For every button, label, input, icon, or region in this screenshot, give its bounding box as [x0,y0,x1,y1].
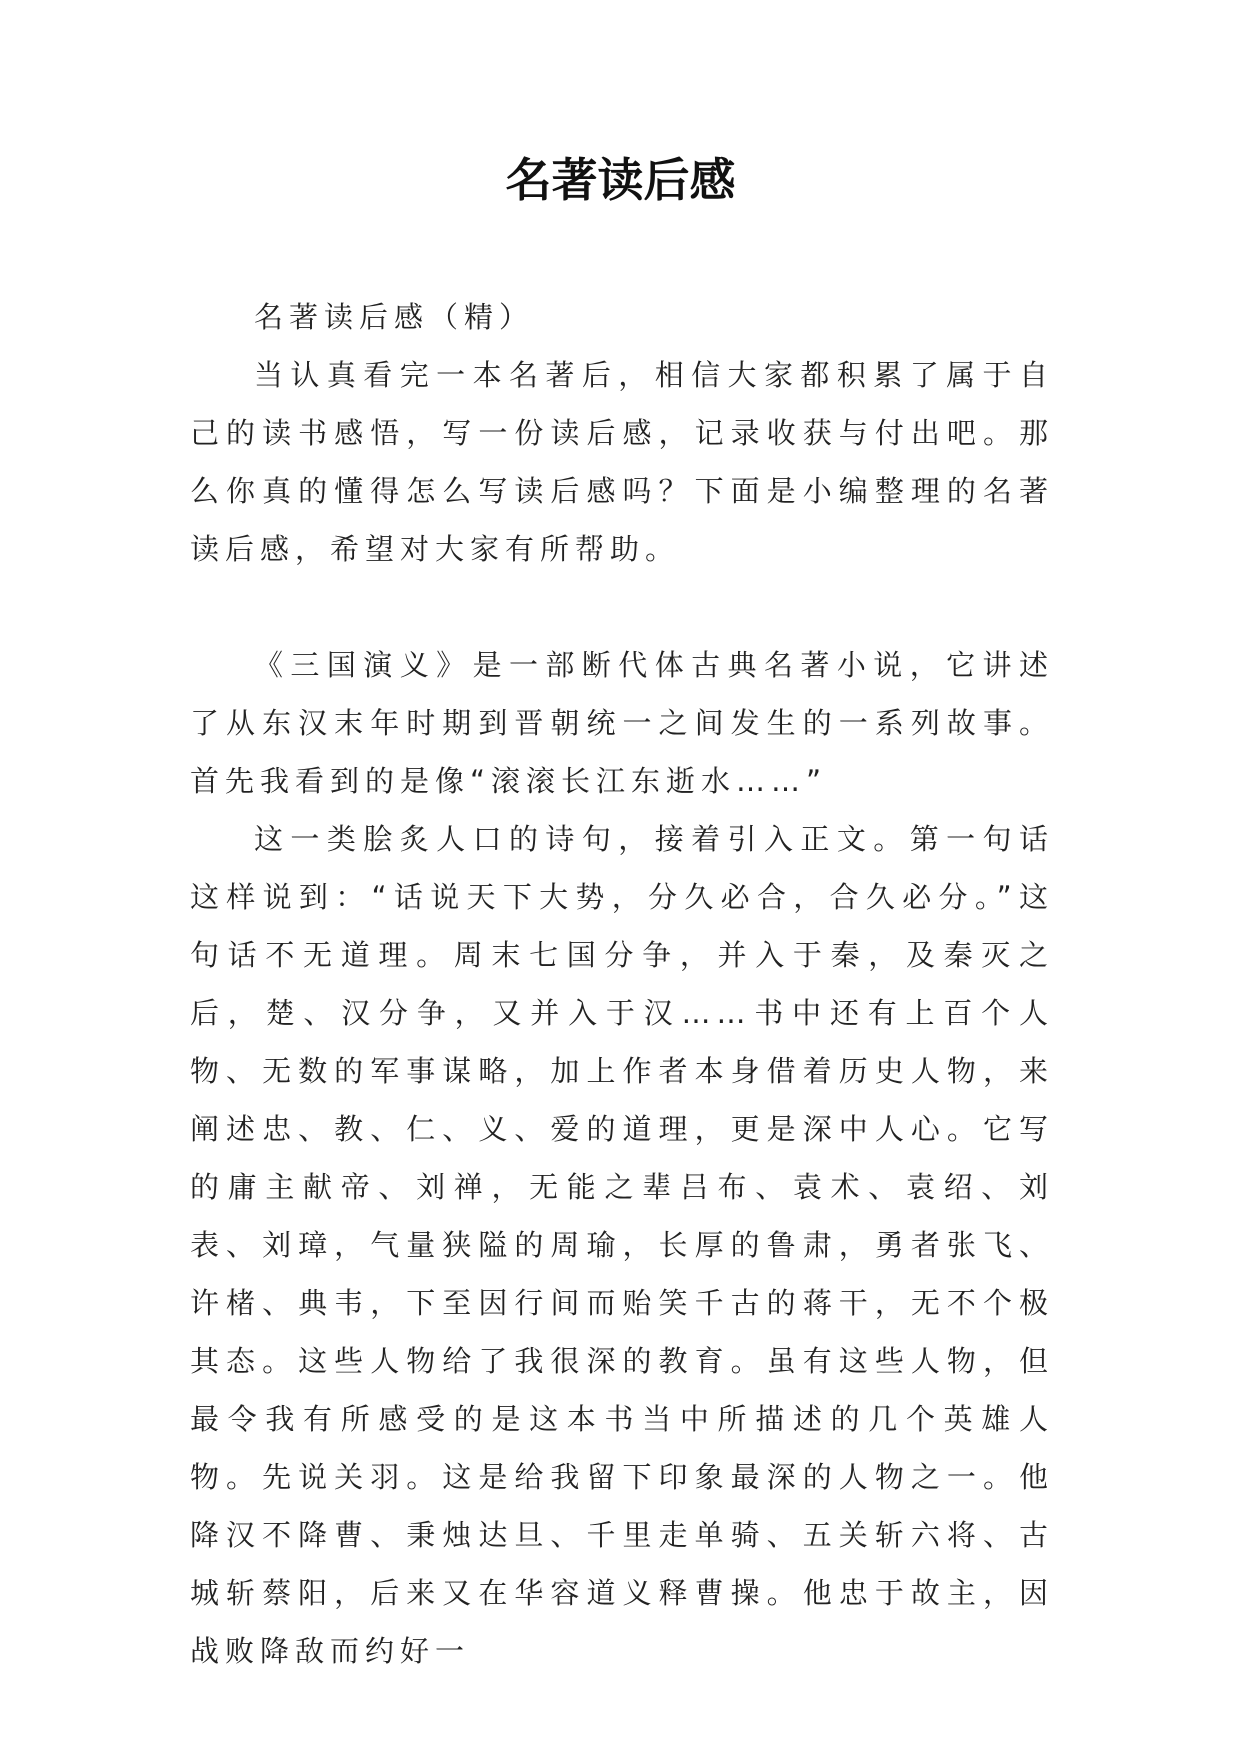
body-paragraph-2: 这一类脍炙人口的诗句，接着引入正文。第一句话这样说到：“话说天下大势，分久必合，合久必分。”这句话不无道理。周末七国分争，并入于秦，及秦灭之后，楚、汉分争，又并入于汉……书中还有上百个人物、无数的军事谋略，加上作者本身借着历史人物，来阐述忠、教、仁、义、爱的道理，更是深中人心。它写的庸主献帝、刘禅，无能之辈吕布、袁术、袁绍、刘表、刘璋，气量狭隘的周瑜，长厚的鲁肃，勇者张飞、许楮、典韦，下至因行间而贻笑千古的蒋干，无不个极其态。这些人物给了我很深的教育。虽有这些人物，但最令我有所感受的是这本书当中所描述的几个英雄人物。先说关羽。这是给我留下印象最深的人物之一。他降汉不降曹、秉烛达旦、千里走单骑、五关斩六将、古城斩蔡阳，后来又在华容道义释曹操。他忠于故主，因战败降敌而约好一 [190,822,1054,1668]
document-body [190,288,1054,1680]
intro-paragraph: 当认真看完一本名著后，相信大家都积累了属于自己的读书感悟，写一份读后感，记录收获与付出吧。那么你真的懂得怎么写读后感吗？下面是小编整理的名著读后感，希望对大家有所帮助。 [190,358,1054,566]
document-title: 名著读后感 [505,153,736,207]
body-paragraph-1: 《三国演义》是一部断代体古典名著小说，它讲述了从东汉末年时期到晋朝统一之间发生的一系列故事。首先我看到的是像“滚滚长江东逝水……” [190,648,1054,798]
paragraph-spacer [190,578,1054,636]
subtitle-line: 名著读后感（精） [254,300,535,334]
